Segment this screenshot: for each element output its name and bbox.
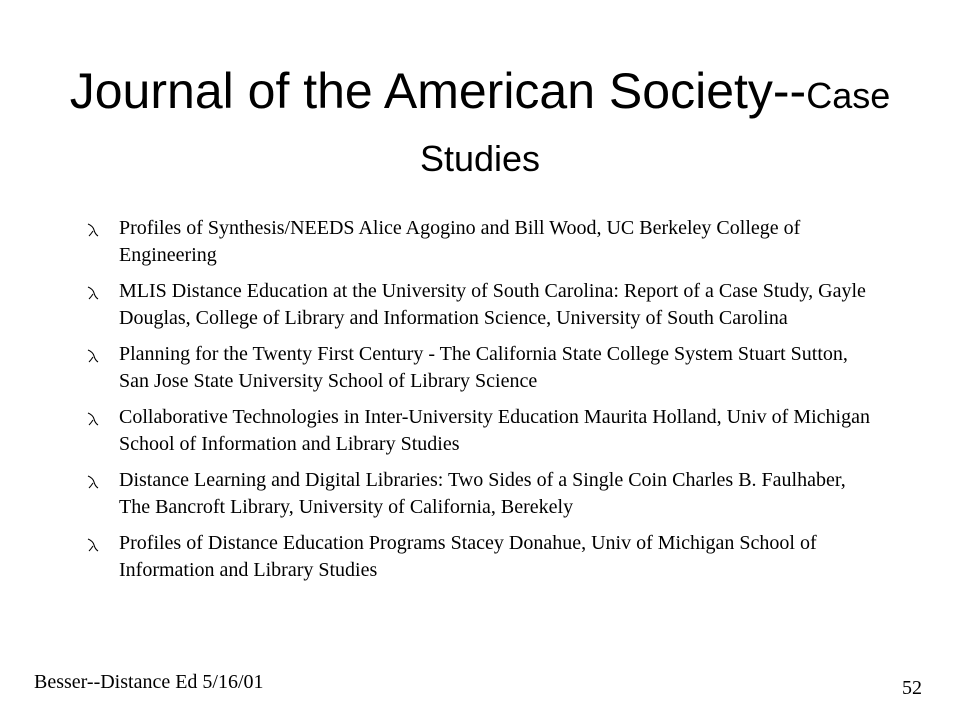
list-item-text: Profiles of Synthesis/NEEDS Alice Agogino and Bill Wood, UC Berkeley College of Engineering xyxy=(119,217,801,266)
curved-bullet-icon xyxy=(87,412,99,426)
slide-title-main: Journal of the American Society-- xyxy=(69,63,807,119)
curved-bullet-icon xyxy=(87,349,99,363)
list-item xyxy=(87,215,877,269)
list-item xyxy=(87,278,877,332)
curved-bullet-icon xyxy=(87,223,99,237)
footer-author-date: Besser--Distance Ed 5/16/01 xyxy=(34,671,264,693)
list-item-text: Collaborative Technologies in Inter-University Education Maurita Holland, Univ of Michigan School of Information and Library Studies xyxy=(119,406,870,455)
list-item-text: Planning for the Twenty First Century - The California State College System Stuart Sutton, San Jose State University School of Library Science xyxy=(119,343,848,392)
slide-title-sub: Case Studies xyxy=(419,75,891,179)
list-item-text: Distance Learning and Digital Libraries: Two Sides of a Single Coin Charles B. Faulhaber, The Bancroft Library, University of California, Berekely xyxy=(119,469,846,518)
page-number: 52 xyxy=(902,677,922,699)
list-item xyxy=(87,467,877,521)
case-studies-list xyxy=(87,215,877,593)
slide-title xyxy=(60,62,900,188)
curved-bullet-icon xyxy=(87,475,99,489)
list-item xyxy=(87,530,877,584)
curved-bullet-icon xyxy=(87,538,99,552)
curved-bullet-icon xyxy=(87,286,99,300)
list-item xyxy=(87,341,877,395)
list-item-text: Profiles of Distance Education Programs Stacey Donahue, Univ of Michigan School of Information and Library Studies xyxy=(119,532,817,581)
list-item xyxy=(87,404,877,458)
list-item-text: MLIS Distance Education at the University of South Carolina: Report of a Case Study, Gayle Douglas, College of Library and Information Science, University of South Carolina xyxy=(119,280,866,329)
